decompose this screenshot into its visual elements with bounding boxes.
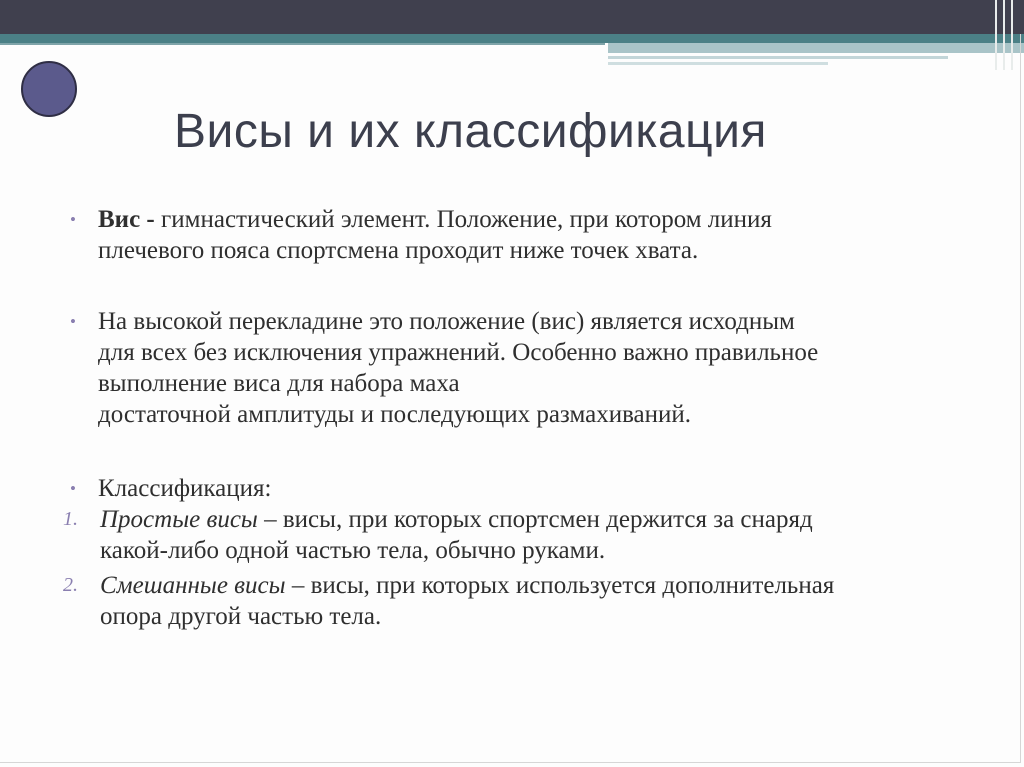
decor-stripe bbox=[608, 56, 948, 59]
top-bar-dark bbox=[0, 0, 1024, 34]
classification-item-mixed bbox=[63, 570, 970, 632]
decor-vline bbox=[1011, 0, 1013, 70]
bullet-definition bbox=[70, 204, 970, 266]
list-number: 1. bbox=[63, 508, 78, 530]
mixed-term: Смешанные висы bbox=[100, 572, 286, 599]
frame-bottom bbox=[0, 762, 1021, 763]
mixed-line-1: Смешанные висы – висы, при которых используется дополнительная bbox=[100, 572, 835, 599]
slide-content bbox=[63, 204, 970, 632]
bullet-icon: • bbox=[70, 210, 76, 229]
high-bar-line-1: На высокой перекладине это положение (вис) является исходным bbox=[98, 308, 795, 335]
bullet-high-bar bbox=[70, 306, 970, 430]
definition-line-1: Вис - гимнастический элемент. Положение, при котором линия bbox=[98, 206, 772, 233]
decor-vline bbox=[1003, 0, 1005, 70]
frame-right bbox=[1020, 34, 1021, 763]
definition-term: Вис - bbox=[98, 206, 155, 233]
decor-stripe bbox=[608, 43, 1024, 53]
top-bar-teal bbox=[0, 34, 1024, 43]
list-number: 2. bbox=[63, 574, 78, 596]
simple-line-2: какой-либо одной частью тела, обычно руками. bbox=[100, 537, 606, 564]
high-bar-line-2: для всех без исключения упражнений. Особенно важно правильное bbox=[98, 339, 819, 366]
classification-item-simple bbox=[63, 504, 970, 566]
accent-circle bbox=[21, 61, 77, 117]
definition-line-2: плечевого пояса спортсмена проходит ниже точек хвата. bbox=[98, 237, 699, 264]
decor-stripe bbox=[0, 43, 605, 45]
high-bar-line-3: выполнение виса для набора маха bbox=[98, 370, 460, 397]
bullet-icon: • bbox=[70, 479, 76, 498]
simple-line-1: Простые висы – висы, при которых спортсмен держится за снаряд bbox=[100, 506, 813, 533]
high-bar-line-4: достаточной амплитуды и последующих размахиваний. bbox=[98, 401, 692, 428]
decor-vline bbox=[995, 0, 997, 70]
mixed-line-2: опора другой частью тела. bbox=[100, 603, 382, 630]
classification-heading: Классификация: bbox=[98, 475, 272, 502]
bullet-icon: • bbox=[70, 312, 76, 331]
slide-title: Висы и их классификация bbox=[174, 105, 767, 158]
bullet-classification bbox=[70, 473, 970, 504]
simple-term: Простые висы bbox=[100, 506, 258, 533]
decor-stripe bbox=[608, 62, 828, 65]
